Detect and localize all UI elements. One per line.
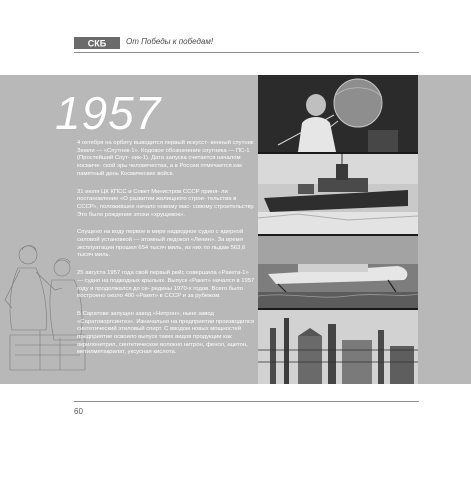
page-header — [74, 34, 419, 54]
paragraph-icebreaker: Спущено на воду первое в мире надводное судно с ядерной силовой установкой — атомный ледокол «Ленин». За время эксплуатации прошел 654 тысяч миль, из них по льдам 563,6 тысяч миль. — [77, 229, 246, 259]
raketa-hydrofoil-photo — [258, 236, 418, 308]
footer-rule — [74, 401, 419, 402]
year-heading: 1957 — [55, 87, 162, 139]
paragraph-nitron: В Саратове запущен завод «Нитрон», ныне завод «Саратоворгсинтез». Изначально на предприятии производился синтетический этиловый спирт. С вводом новых мощностей предприятие освоило выпуск таких видов продукции как акрилонитрил, синтетическое волокно нитрон, фенол, ацетон, метилметакрилат, уксусная кислота. — [77, 310, 255, 356]
events-text-column — [77, 140, 255, 367]
sputnik-photo — [258, 75, 418, 152]
page-number: 60 — [74, 407, 83, 416]
publisher-logo — [74, 36, 120, 50]
header-rule — [74, 52, 419, 53]
paragraph-raketa: 25 августа 1957 года свой первый рейс совершила «Ракета-1» — судно на подводных крыльях. Выпуск «Ракет» начался в 1957 году и продолжался до се- редины 1970-х годов. Всего было построено около 400 «Ракет» в СССР и за рубежом. — [77, 270, 255, 300]
paragraph-housing: 31 июля ЦК КПСС и Совет Министров СССР приня- ли постановление «О развитии жилищного строи- тельства в СССР», положившее начало новому мас- совому строительству. Это было рождение эпохи «хрущевок». — [77, 188, 255, 218]
paragraph-sputnik: 4 октября на орбиту выводится первый искусст- венный спутник Земли — «Спутник-1». Кодовое обозначение спутника — ПС-1 (Простейший Спут- ник-1). Дата запуска считается началом космиче- ской эры человечества, а в России отмечается как памятный день Космических войск. — [77, 140, 254, 177]
photo-strip — [258, 75, 418, 384]
icebreaker-lenin-photo — [258, 154, 418, 234]
running-title: От Победы к победам! — [126, 37, 214, 46]
svg-text:СКБ: СКБ — [87, 38, 107, 49]
chemical-plant-photo — [258, 310, 418, 384]
